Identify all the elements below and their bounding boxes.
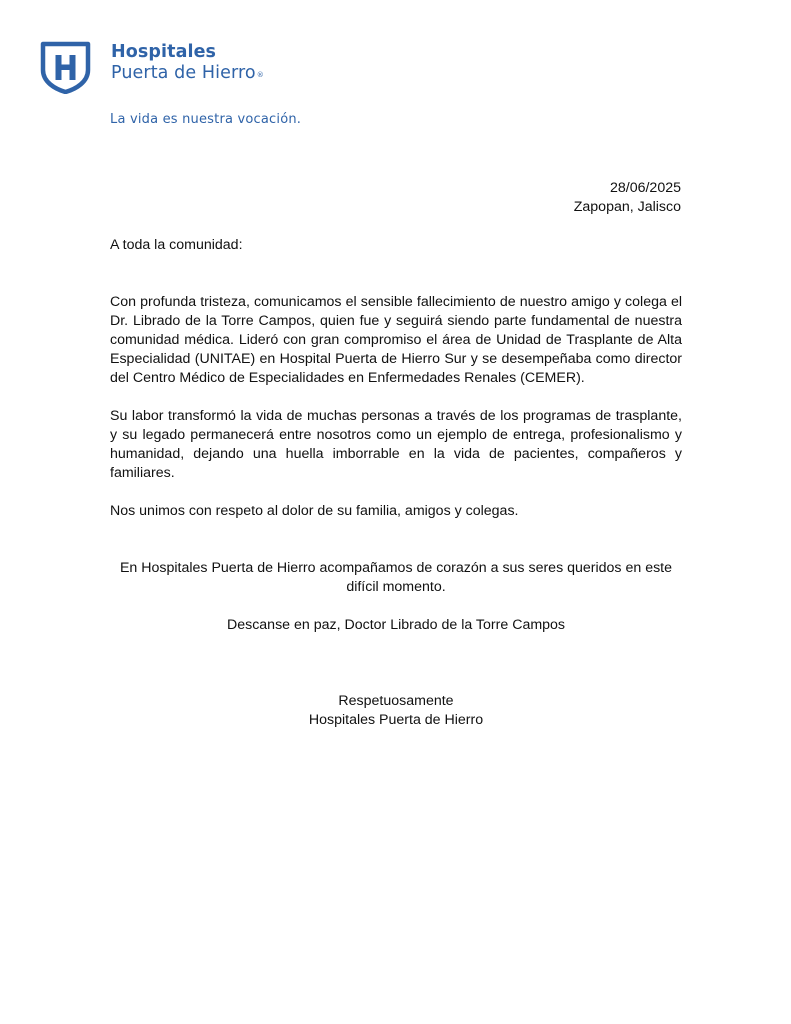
hospital-logo <box>40 40 264 94</box>
date-place-block <box>574 179 681 217</box>
registered-mark: ® <box>256 71 264 79</box>
brand-line1: Hospitales <box>111 42 217 62</box>
letter-place: Zapopan, Jalisco <box>573 199 681 215</box>
rest-in-peace-line: Descanse en paz, Doctor Librado de la Torre Campos <box>226 617 566 633</box>
tagline: La vida es nuestra vocación. <box>110 112 302 127</box>
paragraph-2: Su labor transformó la vida de muchas personas a través de los programas de trasplante, y su legado permanecerá entre nosotros como un ejemplo de entrega, profesionalismo y humanidad, dejando una huella imborrable en la vida de pacientes, compañeros y familiares. <box>110 408 682 481</box>
closing: Respetuosamente <box>338 693 454 709</box>
condolence-statement: En Hospitales Puerta de Hierro acompañamos de corazón a sus seres queridos en este difícil momento. <box>119 560 673 595</box>
signature: Hospitales Puerta de Hierro <box>308 712 484 728</box>
shield-h-icon <box>40 40 91 94</box>
greeting: A toda la comunidad: <box>110 237 243 253</box>
brand-line2-text: Puerta de Hierro <box>111 63 256 83</box>
brand-name <box>111 42 264 86</box>
closing-block <box>110 692 682 730</box>
letter-date: 28/06/2025 <box>609 180 681 196</box>
paragraph-1: Con profunda tristeza, comunicamos el sensible fallecimiento de nuestro amigo y colega el Dr. Librado de la Torre Campos, quien fue y seguirá siendo parte fundamental de nuestra comunidad médica. Lideró con gran compromiso el área de Unidad de Trasplante de Alta Especialidad (UNITAE) en Hospital Puerta de Hierro Sur y se desempeñaba como director del Centro Médico de Especialidades en Enfermedades Renales (CEMER). <box>110 294 682 386</box>
brand-line2 <box>111 63 264 86</box>
paragraph-3: Nos unimos con respeto al dolor de su familia, amigos y colegas. <box>110 503 519 519</box>
